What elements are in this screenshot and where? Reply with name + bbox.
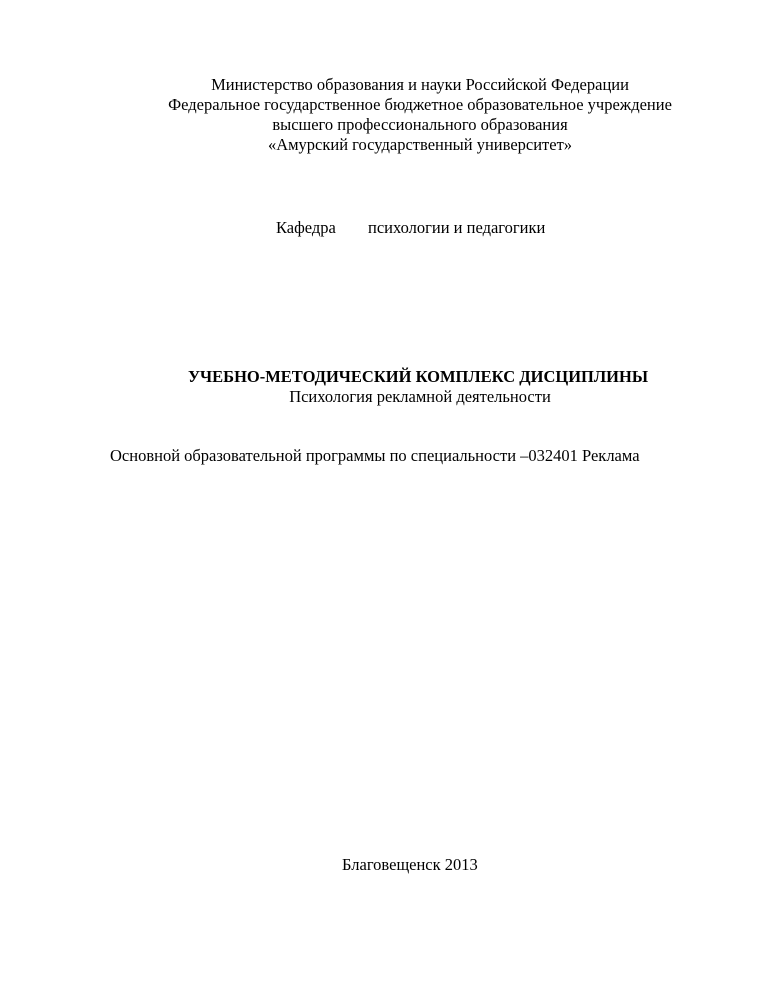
discipline-name: Психология рекламной деятельности <box>289 387 551 406</box>
ministry-line: Министерство образования и науки Российской Федерации <box>211 75 629 94</box>
university-name: «Амурский государственный университет» <box>267 135 573 154</box>
program-line: Основной образовательной программы по специальности –032401 Реклама <box>110 446 640 465</box>
institution-type-line: Федеральное государственное бюджетное образовательное учреждение <box>168 95 672 114</box>
city-year: Благовещенск 2013 <box>342 855 478 874</box>
document-title: УЧЕБНО-МЕТОДИЧЕСКИЙ КОМПЛЕКС ДИСЦИПЛИНЫ <box>187 367 649 386</box>
department-label: Кафедра <box>276 218 336 237</box>
department-name: психологии и педагогики <box>368 218 546 237</box>
education-level-line: высшего профессионального образования <box>272 115 568 134</box>
